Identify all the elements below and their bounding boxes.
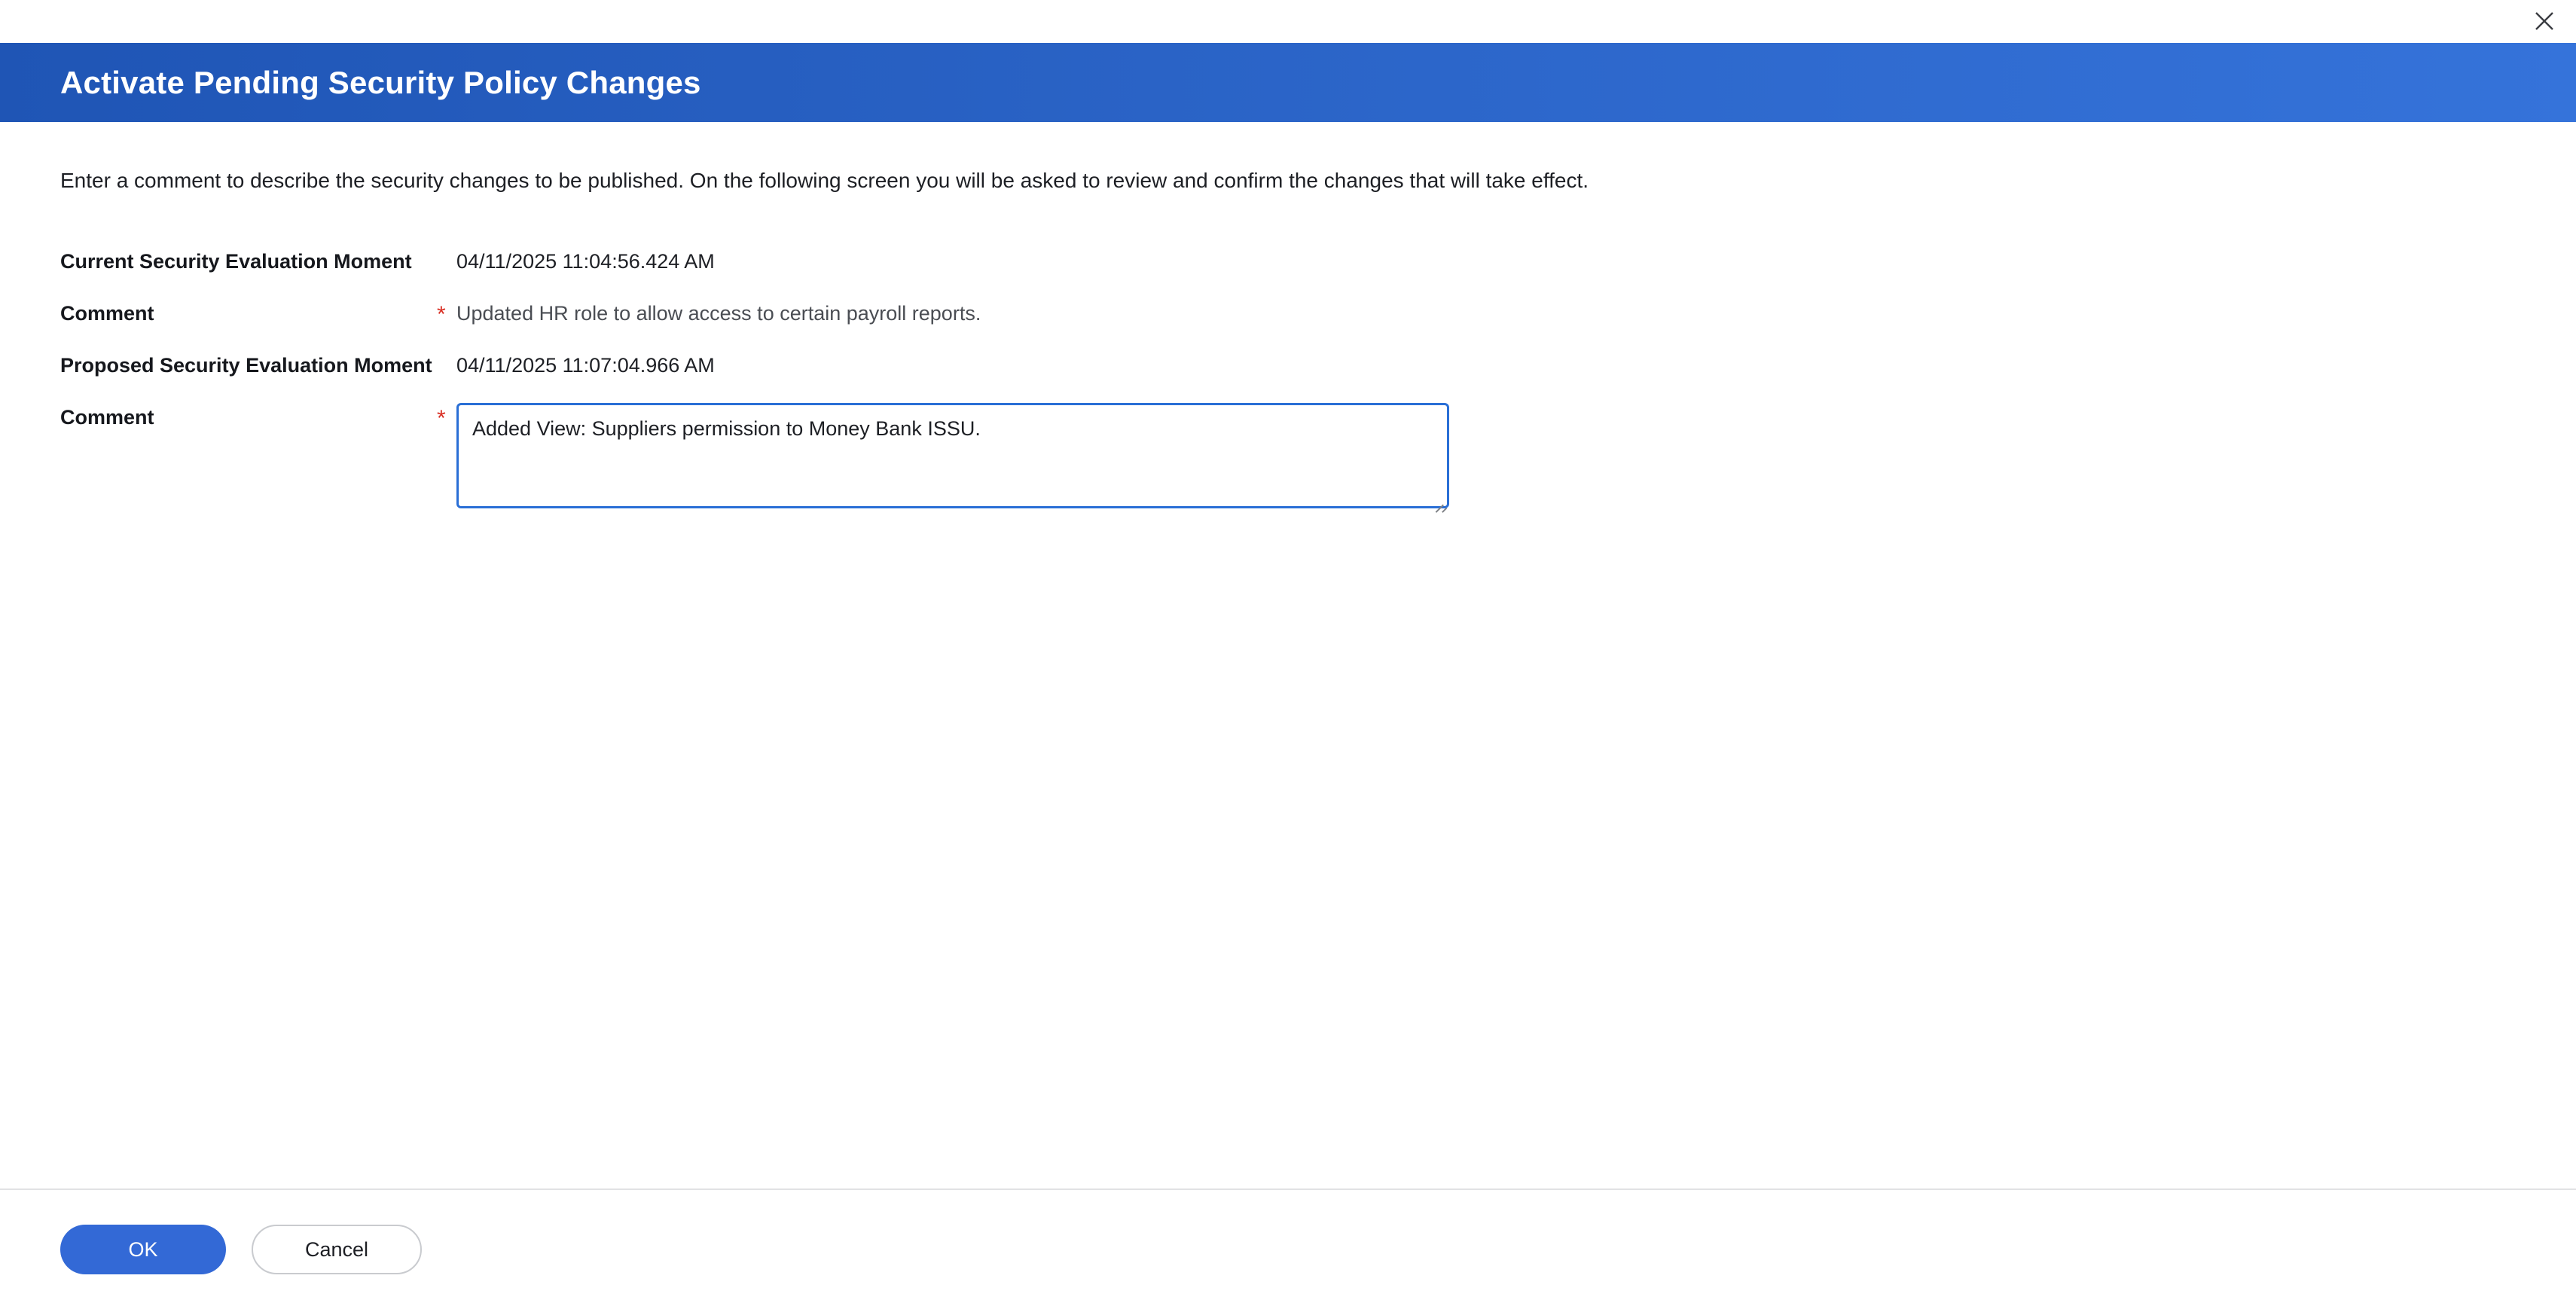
field-label: Comment [60, 406, 154, 429]
field-row-current-comment [60, 299, 2516, 326]
dialog-title: Activate Pending Security Policy Changes [60, 64, 701, 100]
field-value-current-comment: Updated HR role to allow access to certain payroll reports. [456, 302, 981, 325]
dialog-footer [0, 1188, 2576, 1309]
dialog-content [0, 122, 2576, 1188]
required-marker [437, 351, 456, 378]
required-marker: * [437, 406, 446, 432]
ok-button[interactable]: OK [60, 1225, 226, 1274]
comment-textarea-wrapper [456, 403, 1449, 512]
field-row-proposed-comment [60, 403, 2516, 512]
required-marker [437, 247, 456, 274]
field-row-proposed-security-evaluation-moment [60, 351, 2516, 378]
field-label: Current Security Evaluation Moment [60, 250, 412, 273]
dialog-topbar [0, 0, 2576, 43]
dialog-instructions: Enter a comment to describe the security changes to be published. On the following screen you will be asked to review and confirm the changes that will take effect. [60, 169, 1589, 192]
dialog-form [60, 247, 2516, 512]
field-value-current-security-evaluation-moment: 04/11/2025 11:04:56.424 AM [456, 250, 715, 273]
close-icon[interactable] [2528, 5, 2561, 38]
field-value-proposed-security-evaluation-moment: 04/11/2025 11:07:04.966 AM [456, 354, 715, 377]
dialog-title-bar [0, 43, 2576, 122]
field-label: Comment [60, 302, 154, 325]
required-marker: * [437, 302, 446, 328]
cancel-button[interactable]: Cancel [252, 1225, 422, 1274]
field-row-current-security-evaluation-moment [60, 247, 2516, 274]
field-label: Proposed Security Evaluation Moment [60, 354, 432, 377]
comment-input[interactable] [456, 403, 1449, 508]
